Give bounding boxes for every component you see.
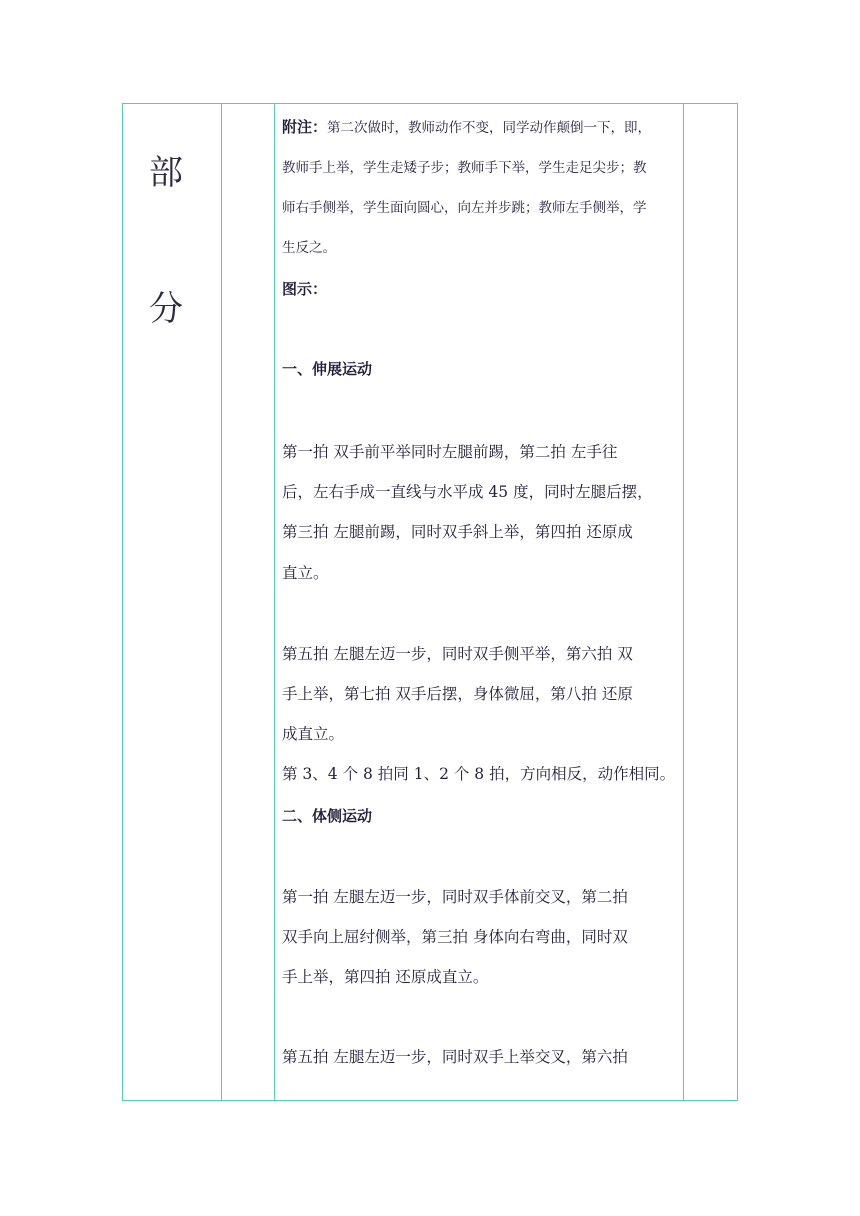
section1-para1-line4: 直立。 [282, 564, 329, 582]
note-line-4: 生反之。 [282, 240, 336, 256]
section2-heading: 二、体侧运动 [282, 807, 373, 825]
section2-para2-line1: 第五拍 左腿左迈一步，同时双手上举交叉，第六拍 [282, 1048, 628, 1066]
section2-para1-line2: 双手向上屈纣侧举，第三拍 身体向右弯曲，同时双 [282, 928, 628, 946]
section1-para2-line1: 第五拍 左腿左迈一步，同时双手侧平举，第六拍 双 [282, 645, 633, 663]
section1-para1-line1: 第一拍 双手前平举同时左腿前踢，第二拍 左手往 [282, 443, 618, 461]
section1-para1-line2: 后，左右手成一直线与水平成 45 度，同时左腿后摆， [282, 483, 653, 501]
section1-para1-line3: 第三拍 左腿前踢，同时双手斜上举，第四拍 还原成 [282, 523, 633, 541]
note-label: 附注： [282, 118, 328, 136]
section1-heading: 一、伸展运动 [282, 360, 373, 378]
section1-para2-line3: 成直立。 [282, 725, 345, 743]
section2-para1-line3: 手上举，第四拍 还原成直立。 [282, 968, 489, 986]
note-line-2: 教师手上举，学生走矮子步；教师手下举，学生走足尖步；教 [282, 160, 647, 176]
section1-para3: 第 3、4 个 8 拍同 1、2 个 8 拍，方向相反，动作相同。 [282, 765, 676, 783]
left-column-char-1: 部 [149, 153, 183, 193]
column-divider-1 [221, 104, 222, 1100]
section2-para1-line1: 第一拍 左腿左迈一步，同时双手体前交叉，第二拍 [282, 888, 628, 906]
column-divider-3 [683, 104, 684, 1100]
note-text-1: 第二次做时，教师动作不变，同学动作颠倒一下，即， [327, 120, 652, 136]
figure-label: 图示： [282, 280, 328, 298]
section1-para2-line2: 手上举，第七拍 双手后摆，身体微屈，第八拍 还原 [282, 685, 633, 703]
note-line-3: 师右手侧举，学生面向圆心，向左并步跳；教师左手侧举，学 [282, 200, 647, 216]
column-divider-2 [274, 104, 275, 1100]
left-column-char-2: 分 [149, 289, 183, 329]
note-line-1 [282, 116, 678, 137]
